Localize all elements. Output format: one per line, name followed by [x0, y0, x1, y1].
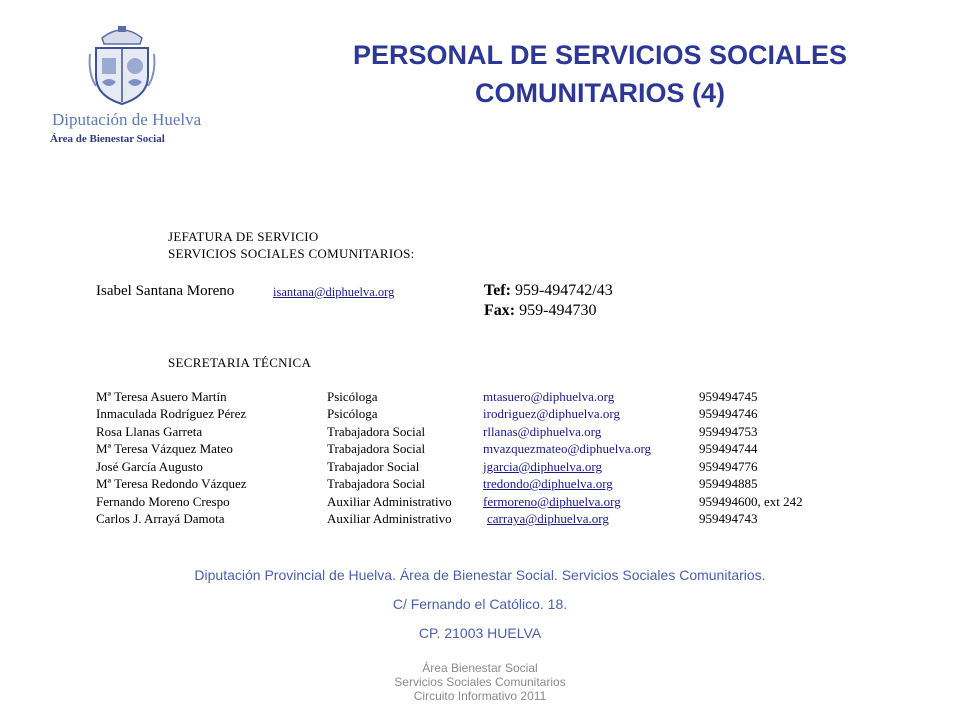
tel-line	[484, 281, 613, 301]
staff-role: Trabajadora Social	[327, 476, 426, 492]
table-row	[96, 406, 803, 424]
address-line-3: CP. 21003 HUELVA	[418, 625, 542, 641]
staff-name: José García Augusto	[96, 458, 203, 474]
jefatura-name: Isabel Santana Moreno	[96, 283, 235, 299]
jefatura-heading-2: SERVICIOS SOCIALES COMUNITARIOS:	[168, 246, 415, 261]
staff-table	[96, 388, 803, 528]
staff-role: Auxiliar Administrativo	[327, 493, 452, 509]
jefatura-contact	[484, 281, 613, 321]
table-row	[96, 493, 803, 511]
staff-name: Mª Teresa Redondo Vázquez	[96, 476, 247, 492]
staff-role: Psicóloga	[327, 388, 378, 404]
staff-email-link[interactable]: tredondo@diphuelva.org	[483, 476, 613, 492]
staff-phone: 959494745	[699, 388, 758, 404]
slide-footer	[0, 661, 960, 703]
staff-phone: 959494600, ext 242	[699, 493, 803, 509]
staff-phone: 959494744	[699, 441, 758, 457]
staff-email-link[interactable]: carraya@diphuelva.org	[487, 511, 609, 527]
table-row	[96, 441, 803, 459]
address-line-2: C/ Fernando el Católico. 18.	[392, 596, 568, 612]
tel-label: Tef:	[484, 282, 511, 299]
staff-name: Inmaculada Rodríguez Pérez	[96, 406, 247, 422]
staff-email[interactable]: irodriguez@diphuelva.org	[483, 406, 621, 422]
staff-email[interactable]: mtasuero@diphuelva.org	[483, 388, 615, 404]
staff-role: Psicóloga	[327, 406, 378, 422]
secretaria-heading: SECRETARIA TÉCNICA	[168, 355, 312, 370]
logo-org-name: Diputación de Huelva	[52, 110, 202, 129]
tel-value: 959-494742/43	[514, 282, 613, 299]
staff-name: Carlos J. Arrayá Damota	[96, 511, 225, 527]
diputacion-logo	[40, 18, 202, 145]
staff-name: Fernando Moreno Crespo	[96, 493, 230, 509]
table-row	[96, 476, 803, 494]
footer-line-2: Servicios Sociales Comunitarios	[394, 675, 566, 689]
page-title	[250, 36, 950, 112]
jefatura-email-link[interactable]: isantana@diphuelva.org	[273, 285, 395, 299]
coat-of-arms-icon	[88, 24, 156, 106]
staff-email-link[interactable]: fermoreno@diphuelva.org	[483, 493, 621, 509]
staff-name: Rosa Llanas Garreta	[96, 423, 203, 439]
staff-role: Trabajadora Social	[327, 441, 426, 457]
staff-role: Trabajadora Social	[327, 423, 426, 439]
staff-phone: 959494753	[699, 423, 758, 439]
title-line-1: PERSONAL DE SERVICIOS SOCIALES	[352, 40, 848, 70]
staff-role: Auxiliar Administrativo	[327, 511, 452, 527]
fax-value: 959-494730	[519, 302, 597, 319]
jefatura-heading-1: JEFATURA DE SERVICIO	[168, 229, 319, 244]
table-row	[96, 388, 803, 406]
title-line-2: COMUNITARIOS (4)	[475, 78, 725, 108]
footer-line-3: Circuito Informativo 2011	[413, 689, 547, 703]
staff-name: Mª Teresa Vázquez Mateo	[96, 441, 233, 457]
address-line-1: Diputación Provincial de Huelva. Área de Bienestar Social. Servicios Sociales Comunitarios.	[194, 567, 766, 583]
jefatura-heading	[168, 228, 415, 262]
table-row	[96, 423, 803, 441]
fax-label: Fax:	[484, 302, 516, 319]
staff-phone: 959494746	[699, 406, 758, 422]
table-row	[96, 458, 803, 476]
logo-area-name: Área de Bienestar Social	[50, 133, 165, 145]
footer-line-1: Área Bienestar Social	[422, 661, 538, 675]
staff-phone: 959494885	[699, 476, 758, 492]
fax-line	[484, 301, 613, 321]
staff-email[interactable]: rllanas@diphuelva.org	[483, 423, 602, 439]
staff-name: Mª Teresa Asuero Martín	[96, 388, 227, 404]
staff-role: Trabajador Social	[327, 458, 420, 474]
table-row	[96, 511, 803, 529]
staff-email[interactable]: mvazquezmateo@diphuelva.org	[483, 441, 652, 457]
staff-phone: 959494776	[699, 458, 758, 474]
staff-phone: 959494743	[699, 511, 758, 527]
staff-email-link[interactable]: jgarcia@diphuelva.org	[483, 458, 602, 474]
